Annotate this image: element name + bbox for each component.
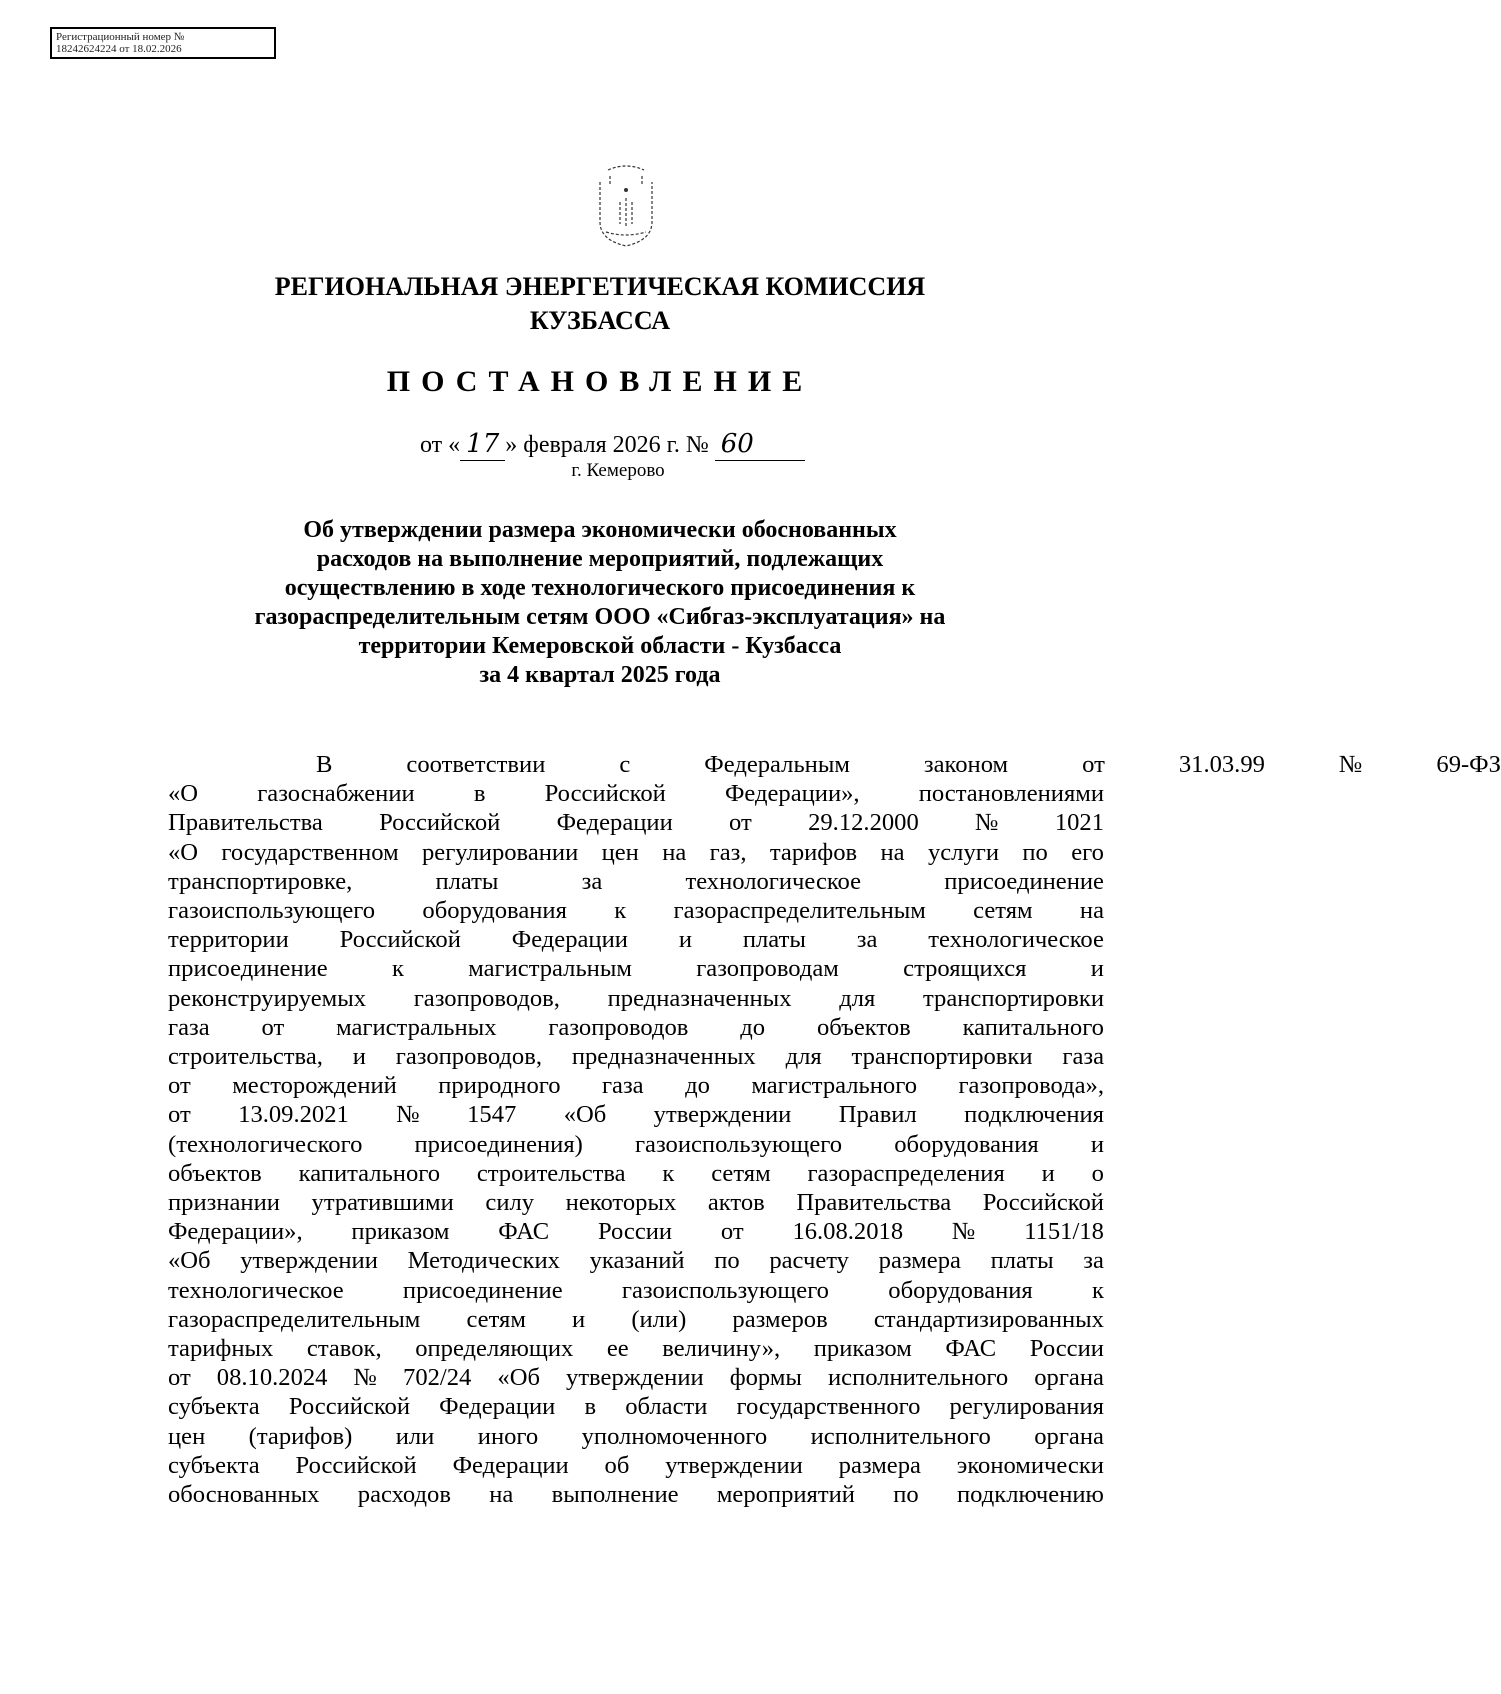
body-line: от 13.09.2021 № 1547 «Об утверждении Правил подключения: [168, 1101, 1104, 1129]
body-line: «Об утверждении Методических указаний по расчету размера платы за: [168, 1247, 1104, 1275]
document-type-title: ПОСТАНОВЛЕНИЕ: [386, 365, 814, 398]
organization-title: РЕГИОНАЛЬНАЯ ЭНЕРГЕТИЧЕСКАЯ КОМИССИЯ: [274, 272, 926, 301]
body-line: технологическое присоединение газоиспользующего оборудования к: [168, 1276, 1104, 1304]
body-line: реконструируемых газопроводов, предназначенных для транспортировки: [168, 984, 1104, 1012]
subject-line: осуществлению в ходе технологического присоединения к: [284, 575, 916, 601]
date-line: [420, 428, 805, 461]
document-number-handwritten: 60: [715, 428, 805, 461]
city-label: г. Кемерово: [571, 460, 665, 481]
subject-line: за 4 квартал 2025 года: [479, 662, 721, 688]
body-line: «О государственном регулировании цен на газ, тарифов на услуги по его: [168, 838, 1104, 866]
coat-of-arms-emblem-icon: [590, 162, 662, 250]
date-day-handwritten: 17: [460, 428, 505, 461]
body-line: обоснованных расходов на выполнение мероприятий по подключению: [168, 1481, 1104, 1509]
subject-line: Об утверждении размера экономически обоснованных: [303, 517, 897, 543]
body-line: цен (тарифов) или иного уполномоченного исполнительного органа: [168, 1422, 1104, 1450]
body-line: газоиспользующего оборудования к газораспределительным сетям на: [168, 897, 1104, 925]
body-line: субъекта Российской Федерации об утверждении размера экономически: [168, 1451, 1104, 1479]
subject-line: территории Кемеровской области - Кузбасса: [358, 633, 842, 659]
body-line: газораспределительным сетям и (или) размеров стандартизированных: [168, 1305, 1104, 1333]
organization-region: КУЗБАССА: [529, 306, 671, 335]
body-line: присоединение к магистральным газопроводам строящихся и: [168, 955, 1104, 983]
body-line: территории Российской Федерации и платы за технологическое: [168, 926, 1104, 954]
body-line: газа от магистральных газопроводов до объектов капитального: [168, 1013, 1104, 1041]
subject-line: расходов на выполнение мероприятий, подлежащих: [316, 546, 884, 572]
date-middle: » февраля 2026 г. №: [505, 432, 709, 458]
subject-line: газораспределительным сетям ООО «Сибгаз-эксплуатация» на: [254, 604, 946, 630]
body-line: субъекта Российской Федерации в области государственного регулирования: [168, 1393, 1104, 1421]
body-line: Правительства Российской Федерации от 29.12.2000 № 1021: [168, 809, 1104, 837]
registration-label: Регистрационный номер №: [56, 31, 185, 43]
body-line: от месторождений природного газа до магистрального газопровода»,: [168, 1072, 1104, 1100]
body-line: В соответствии с Федеральным законом от 31.03.99 № 69-ФЗ: [316, 751, 1501, 778]
body-line: от 08.10.2024 № 702/24 «Об утверждении формы исполнительного органа: [168, 1364, 1104, 1392]
body-line: признании утратившими силу некоторых актов Правительства Российской: [168, 1189, 1104, 1217]
body-line: транспортировке, платы за технологическое присоединение: [168, 867, 1104, 895]
body-line: (технологического присоединения) газоиспользующего оборудования и: [168, 1130, 1104, 1158]
document-subject: [170, 516, 1030, 690]
date-prefix: от «: [420, 432, 461, 458]
body-paragraph: [168, 750, 1501, 1509]
body-line: Федерации», приказом ФАС России от 16.08.2018 № 1151/18: [168, 1218, 1104, 1246]
body-line: «О газоснабжении в Российской Федерации», постановлениями: [168, 780, 1104, 808]
body-line: объектов капитального строительства к сетям газораспределения и о: [168, 1159, 1104, 1187]
body-line: строительства, и газопроводов, предназначенных для транспортировки газа: [168, 1043, 1104, 1071]
registration-number: 18242624224 от 18.02.2026: [56, 43, 182, 55]
registration-stamp: [50, 27, 276, 59]
body-line: тарифных ставок, определяющих ее величину», приказом ФАС России: [168, 1335, 1104, 1363]
